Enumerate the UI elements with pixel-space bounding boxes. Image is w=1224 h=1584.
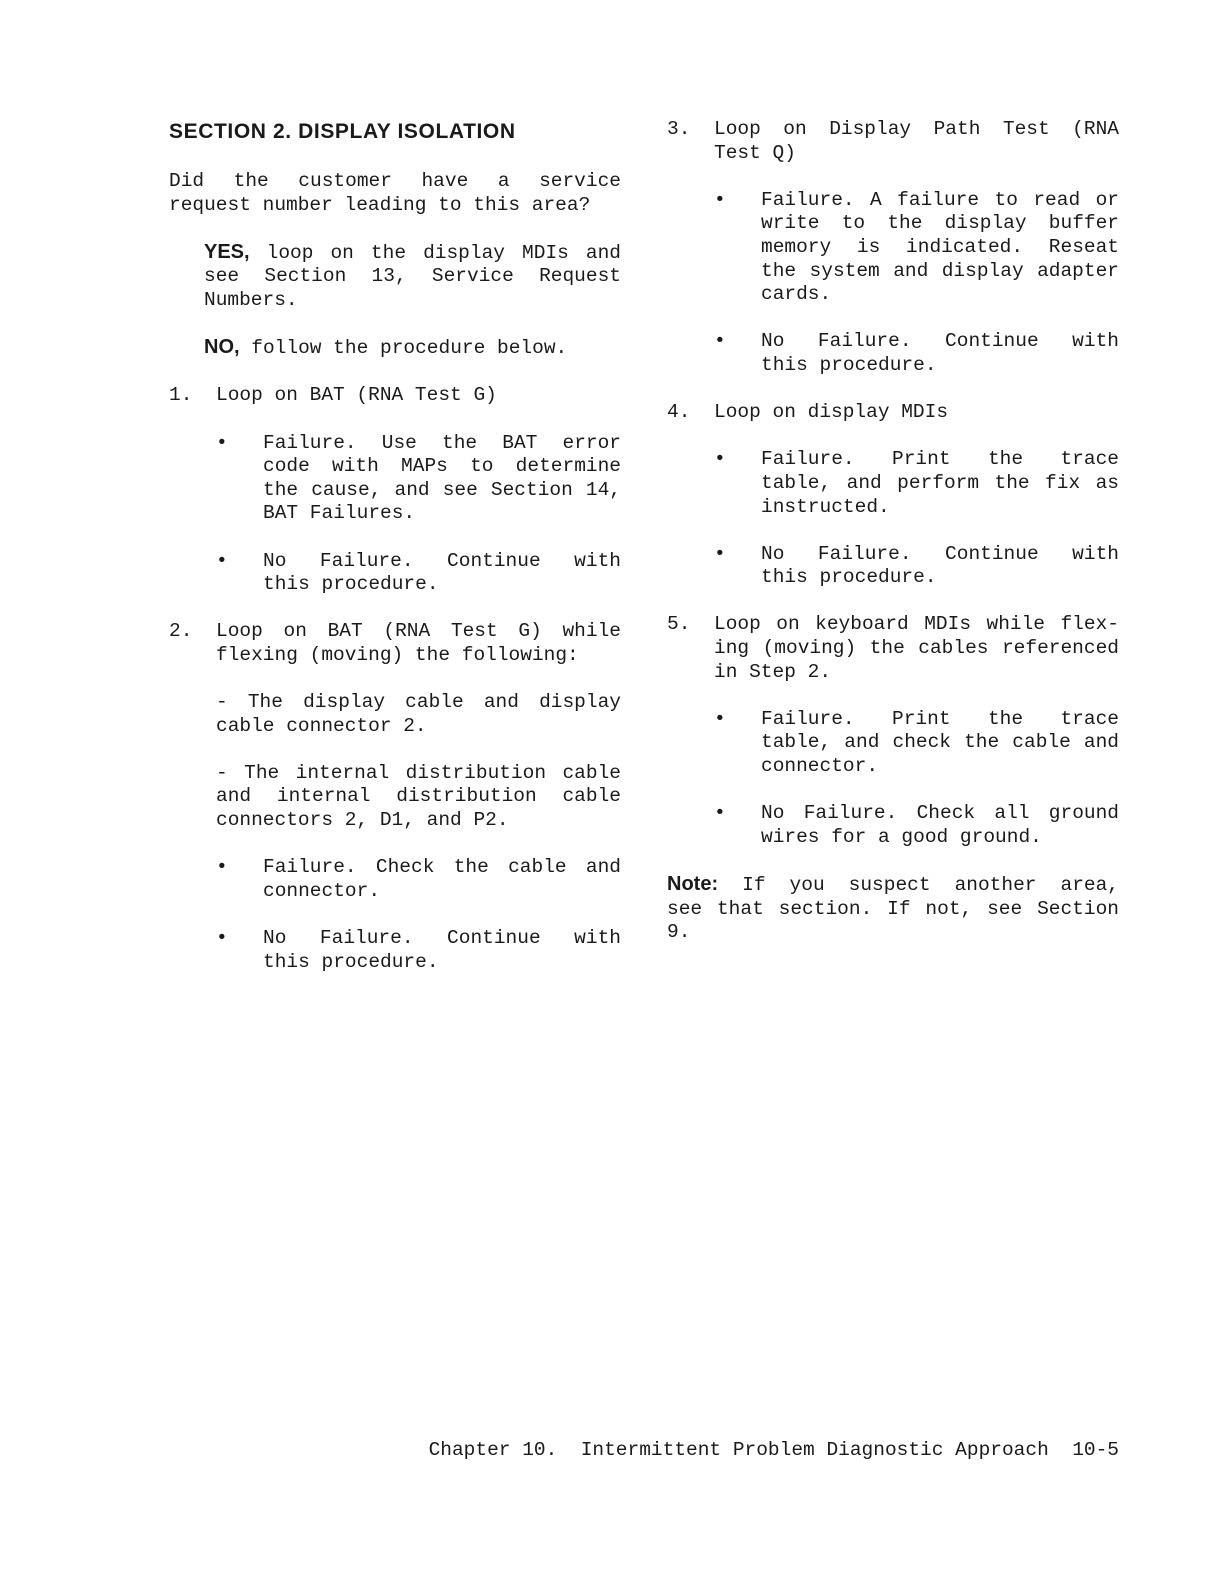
right-column [667, 118, 1119, 968]
bullet-icon: • [216, 549, 228, 572]
step-5-failure-item: • Failure. Print the trace table, and check the cable and connector. [714, 707, 1119, 778]
step-number: 3. [667, 118, 691, 140]
intro-paragraph: Did the customer have a service request number leading to this area? [169, 170, 621, 216]
step-1-no-failure-item: • No Failure. Continue with this procedure. [216, 549, 621, 596]
step-number: 4. [667, 401, 691, 424]
yes-paragraph: YES, loop on the display MDIs and see Section 13, Service Request Numbers. [204, 240, 621, 311]
page-footer [429, 1439, 1119, 1463]
page-number: 10-5 [1072, 1439, 1119, 1461]
bullet-icon: • [714, 802, 726, 825]
step-5: 5. Loop on keyboard MDIs while flex- ing (moving) the cables referenced in Step 2. [667, 613, 1119, 683]
bullet-icon: • [216, 927, 228, 949]
step-4-failure-item: • Failure. Print the trace table, and perform the fix as instructed. [714, 448, 1119, 518]
step-3: 3. Loop on Display Path Test (RNA Test Q) [667, 118, 1119, 164]
no-keyword: NO, [204, 336, 240, 359]
no-paragraph: NO, follow the procedure below. [204, 336, 568, 360]
step-4: 4. Loop on display MDIs [667, 401, 949, 424]
step-1: 1. Loop on BAT (RNA Test G) [169, 384, 497, 407]
note-keyword: Note: [667, 873, 719, 895]
step-2-failure-item: • Failure. Check the cable and connector. [216, 856, 621, 902]
bullet-icon: • [714, 188, 726, 211]
bullet-icon: • [714, 330, 726, 353]
bullet-icon: • [216, 856, 228, 879]
step-number: 5. [667, 613, 691, 636]
bullet-icon: • [714, 707, 726, 730]
step-2-no-failure-item: • No Failure. Continue with this procedure. [216, 927, 621, 973]
step-1-failure-item: • Failure. Use the BAT error code with MAPs to determine the cause, and see Section 14, BAT Failures. [216, 431, 621, 525]
chapter-title: Chapter 10. Intermittent Problem Diagnostic Approach [428, 1439, 1049, 1461]
step-number: 2. [169, 620, 193, 643]
left-column [169, 118, 621, 998]
step-2-internal-cable-item: - The internal distribution cable and internal distribution cable connectors 2, D1, and P2. [216, 761, 621, 832]
step-2: 2. Loop on BAT (RNA Test G) while flexing (moving) the following: [169, 620, 621, 666]
step-2-display-cable-item: - The display cable and display cable connector 2. [216, 691, 621, 737]
step-3-no-failure-item: • No Failure. Continue with this procedure. [714, 330, 1119, 376]
yes-keyword: YES, [204, 240, 250, 263]
step-5-no-failure-item: • No Failure. Check all ground wires for a good ground. [714, 802, 1119, 848]
step-number: 1. [169, 384, 193, 407]
note-paragraph: Note: If you suspect another area, see that section. If not, see Section 9. [667, 873, 1120, 944]
step-4-no-failure-item: • No Failure. Continue with this procedure. [714, 542, 1119, 589]
section-heading: SECTION 2. DISPLAY ISOLATION [169, 120, 516, 143]
bullet-icon: • [714, 542, 726, 565]
step-3-failure-item: • Failure. A failure to read or write to the display buffer memory is indicated. Reseat the system and display adapter cards. [714, 188, 1119, 306]
bullet-icon: • [216, 431, 228, 454]
bullet-icon: • [714, 448, 726, 471]
